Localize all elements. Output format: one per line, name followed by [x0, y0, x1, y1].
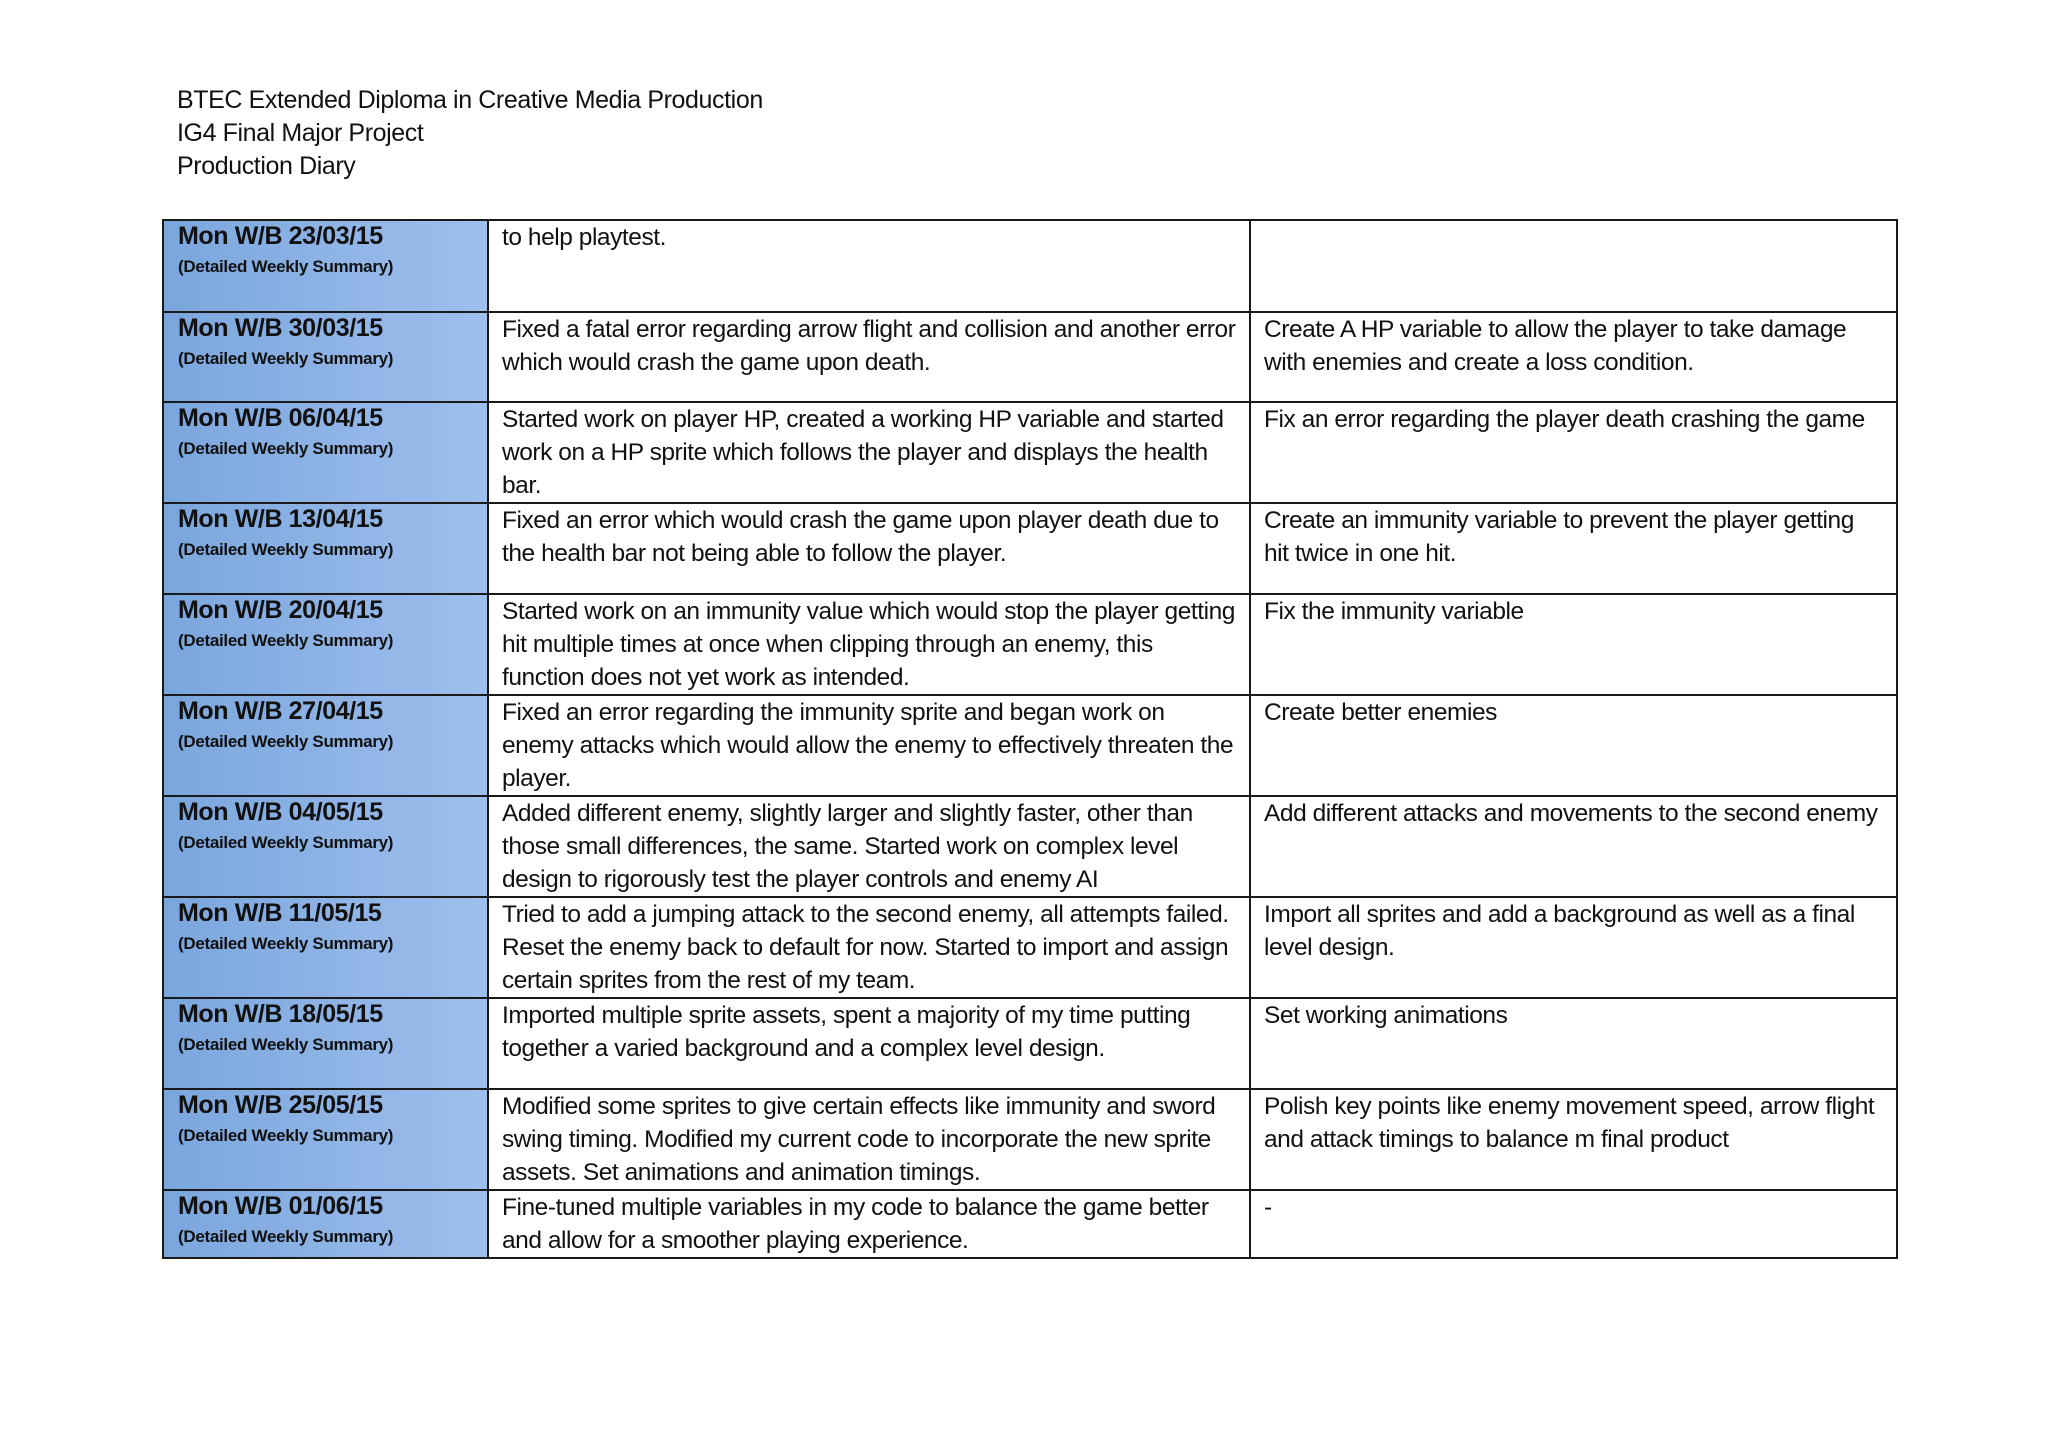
table-row — [163, 503, 1897, 594]
next-steps-cell: Set working animations — [1250, 998, 1897, 1089]
summary-cell: Modified some sprites to give certain effects like immunity and sword swing timing. Modified my current code to incorporate the new sprite assets. Set animations and animation timings. — [488, 1089, 1250, 1190]
table-row — [163, 998, 1897, 1089]
next-steps-cell: Create an immunity variable to prevent the player getting hit twice in one hit. — [1250, 503, 1897, 594]
week-label: Mon W/B 06/04/15 — [178, 404, 383, 432]
week-cell — [163, 897, 488, 998]
summary-cell: to help playtest. — [488, 220, 1250, 312]
week-subtitle: (Detailed Weekly Summary) — [178, 439, 394, 458]
week-subtitle: (Detailed Weekly Summary) — [178, 833, 394, 852]
week-cell — [163, 220, 488, 312]
table-row — [163, 1190, 1897, 1258]
week-label: Mon W/B 11/05/15 — [178, 899, 382, 927]
table-row — [163, 1089, 1897, 1190]
next-steps-cell: Import all sprites and add a background as well as a final level design. — [1250, 897, 1897, 998]
week-subtitle: (Detailed Weekly Summary) — [178, 631, 394, 650]
week-label: Mon W/B 13/04/15 — [178, 505, 383, 533]
week-cell — [163, 402, 488, 503]
table-row — [163, 695, 1897, 796]
next-steps-cell: Fix an error regarding the player death crashing the game — [1250, 402, 1897, 503]
course-title: BTEC Extended Diploma in Creative Media Production — [177, 86, 763, 114]
week-cell — [163, 695, 488, 796]
next-steps-cell: Fix the immunity variable — [1250, 594, 1897, 695]
summary-cell: Fixed an error regarding the immunity sprite and began work on enemy attacks which would allow the enemy to effectively threaten the player. — [488, 695, 1250, 796]
next-steps-cell: Create better enemies — [1250, 695, 1897, 796]
week-label: Mon W/B 27/04/15 — [178, 697, 383, 725]
week-subtitle: (Detailed Weekly Summary) — [178, 732, 394, 751]
week-label: Mon W/B 18/05/15 — [178, 1000, 383, 1028]
week-label: Mon W/B 30/03/15 — [178, 314, 383, 342]
diary-title: Production Diary — [177, 152, 356, 180]
week-cell — [163, 796, 488, 897]
week-cell — [163, 503, 488, 594]
table-row — [163, 402, 1897, 503]
week-cell — [163, 1089, 488, 1190]
next-steps-cell: Polish key points like enemy movement speed, arrow flight and attack timings to balance m final product — [1250, 1089, 1897, 1190]
next-steps-cell: Create A HP variable to allow the player to take damage with enemies and create a loss condition. — [1250, 312, 1897, 402]
table-row — [163, 220, 1897, 312]
summary-cell: Fine-tuned multiple variables in my code to balance the game better and allow for a smoother playing experience. — [488, 1190, 1250, 1258]
week-subtitle: (Detailed Weekly Summary) — [178, 934, 394, 953]
project-title: IG4 Final Major Project — [177, 119, 424, 147]
week-label: Mon W/B 04/05/15 — [178, 798, 383, 826]
week-label: Mon W/B 25/05/15 — [178, 1091, 383, 1119]
next-steps-cell: Add different attacks and movements to the second enemy — [1250, 796, 1897, 897]
summary-cell: Fixed an error which would crash the game upon player death due to the health bar not being able to follow the player. — [488, 503, 1250, 594]
summary-cell: Tried to add a jumping attack to the second enemy, all attempts failed. Reset the enemy back to default for now. Started to import and assign certain sprites from the rest of my team. — [488, 897, 1250, 998]
table-row — [163, 594, 1897, 695]
summary-cell: Started work on an immunity value which would stop the player getting hit multiple times at once when clipping through an enemy, this function does not yet work as intended. — [488, 594, 1250, 695]
week-subtitle: (Detailed Weekly Summary) — [178, 257, 394, 276]
week-subtitle: (Detailed Weekly Summary) — [178, 540, 394, 559]
week-cell — [163, 998, 488, 1089]
week-subtitle: (Detailed Weekly Summary) — [178, 1035, 394, 1054]
summary-cell: Started work on player HP, created a working HP variable and started work on a HP sprite which follows the player and displays the health bar. — [488, 402, 1250, 503]
summary-cell: Imported multiple sprite assets, spent a majority of my time putting together a varied background and a complex level design. — [488, 998, 1250, 1089]
summary-cell: Fixed a fatal error regarding arrow flight and collision and another error which would crash the game upon death. — [488, 312, 1250, 402]
week-subtitle: (Detailed Weekly Summary) — [178, 349, 394, 368]
week-cell — [163, 312, 488, 402]
production-diary-table — [162, 219, 1898, 1259]
table-row — [163, 312, 1897, 402]
week-label: Mon W/B 23/03/15 — [178, 222, 383, 250]
document-header — [177, 84, 763, 183]
summary-cell: Added different enemy, slightly larger and slightly faster, other than those small differences, the same. Started work on complex level design to rigorously test the player controls and enemy AI — [488, 796, 1250, 897]
week-subtitle: (Detailed Weekly Summary) — [178, 1126, 394, 1145]
week-subtitle: (Detailed Weekly Summary) — [178, 1227, 394, 1246]
next-steps-cell: - — [1250, 1190, 1897, 1258]
week-cell — [163, 594, 488, 695]
week-label: Mon W/B 20/04/15 — [178, 596, 383, 624]
table-row — [163, 897, 1897, 998]
next-steps-cell — [1250, 220, 1897, 312]
week-cell — [163, 1190, 488, 1258]
table-row — [163, 796, 1897, 897]
week-label: Mon W/B 01/06/15 — [178, 1192, 383, 1220]
